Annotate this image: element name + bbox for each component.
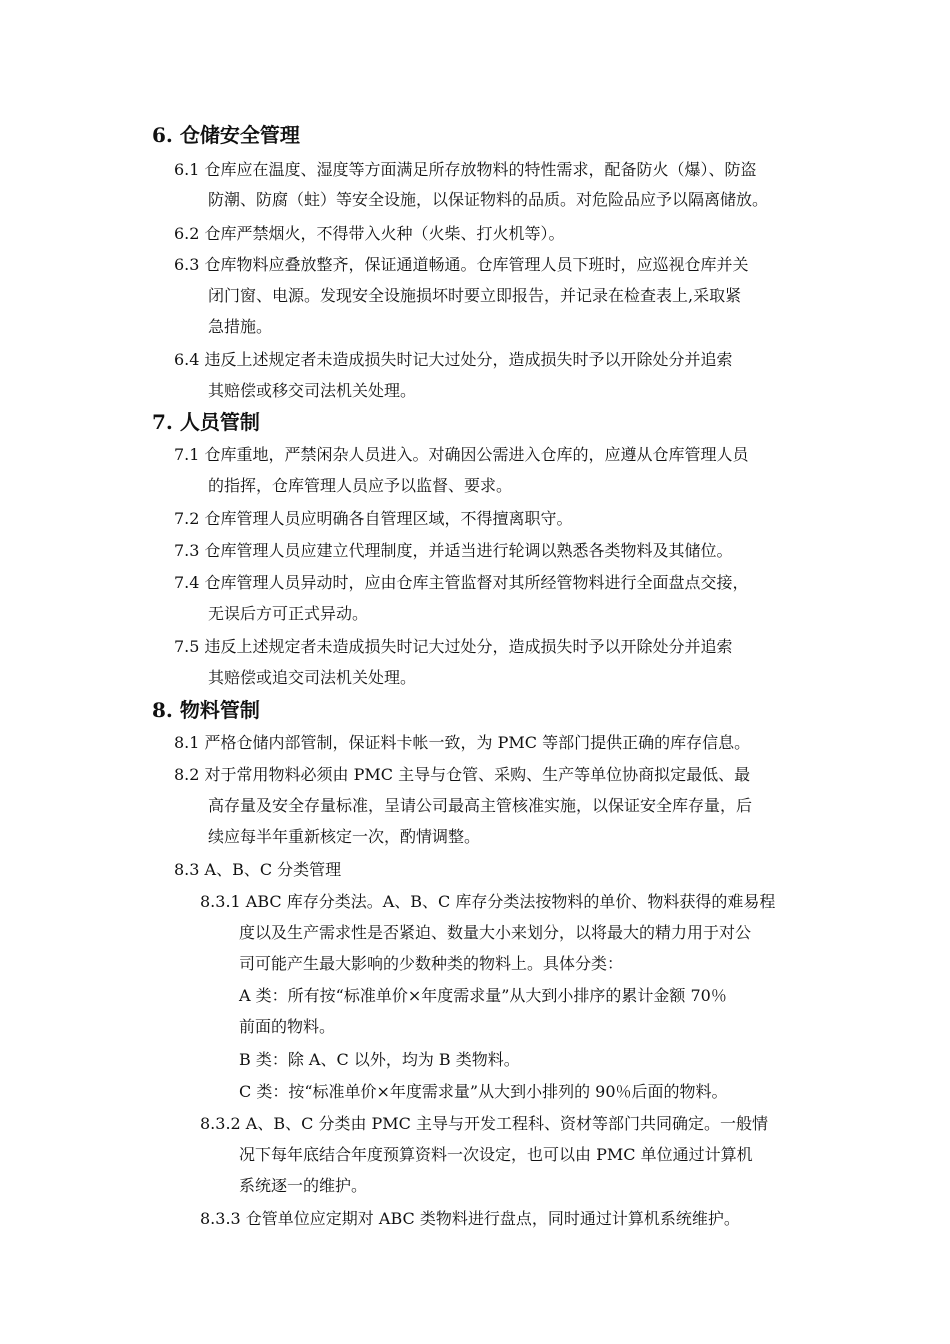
clause-8-3-1-cont: 司可能产生最大影响的少数种类的物料上。具体分类： [239,954,624,973]
category-c: C 类：按“标准单价×年度需求量”从大到小排列的 90％后面的物料。 [239,1082,728,1101]
clause-7-4: 7.4 仓库管理人员异动时，应由仓库主管监督对其所经管物料进行全面盘点交接， [174,573,749,592]
section-7-heading: 7. 人员管制 [152,410,260,434]
clause-7-2: 7.2 仓库管理人员应明确各自管理区域，不得擅离职守。 [174,509,573,528]
section-8-heading: 8. 物料管制 [152,698,260,722]
clause-7-5: 7.5 违反上述规定者未造成损失时记大过处分，造成损失时予以开除处分并追索 [174,637,733,656]
clause-8-3: 8.3 A、B、C 分类管理 [174,860,342,879]
clause-8-2-cont: 高存量及安全存量标准，呈请公司最高主管核准实施，以保证安全库存量，后 [208,796,753,815]
category-b: B 类：除 A、C 以外，均为 B 类物料。 [239,1050,520,1069]
clause-6-3-cont: 急措施。 [208,317,273,336]
clause-8-3-1: 8.3.1 ABC 库存分类法。A、B、C 库存分类法按物料的单价、物料获得的难易程 [200,892,776,911]
clause-8-1: 8.1 严格仓储内部管制，保证料卡帐一致，为 PMC 等部门提供正确的库存信息。 [174,733,751,752]
clause-7-1-cont: 的指挥，仓库管理人员应予以监督、要求。 [208,476,513,495]
clause-6-3-cont: 闭门窗、电源。发现安全设施损坏时要立即报告，并记录在检查表上,采取紧 [208,286,742,305]
clause-8-3-1-cont: 度以及生产需求性是否紧迫、数量大小来划分，以将最大的精力用于对公 [239,923,752,942]
clause-6-2: 6.2 仓库严禁烟火，不得带入火种（火柴、打火机等）。 [174,224,565,243]
clause-8-3-2-cont: 系统逐一的维护。 [239,1176,368,1195]
clause-8-2-cont: 续应每半年重新核定一次，酌情调整。 [208,827,481,846]
clause-6-4-cont: 其赔偿或移交司法机关处理。 [208,381,417,400]
clause-7-3: 7.3 仓库管理人员应建立代理制度，并适当进行轮调以熟悉各类物料及其储位。 [174,541,733,560]
category-a-cont: 前面的物料。 [239,1017,336,1036]
clause-7-1: 7.1 仓库重地，严禁闲杂人员进入。对确因公需进入仓库的，应遵从仓库管理人员 [174,445,749,464]
clause-8-3-2: 8.3.2 A、B、C 分类由 PMC 主导与开发工程科、资材等部门共同确定。一般情 [200,1114,769,1133]
clause-7-5-cont: 其赔偿或追交司法机关处理。 [208,668,417,687]
section-6-heading: 6. 仓储安全管理 [152,123,300,147]
clause-6-4: 6.4 违反上述规定者未造成损失时记大过处分，造成损失时予以开除处分并追索 [174,350,733,369]
clause-6-1: 6.1 仓库应在温度、湿度等方面满足所存放物料的特性需求，配备防火（爆）、防盗 [174,160,757,179]
clause-6-3: 6.3 仓库物料应叠放整齐，保证通道畅通。仓库管理人员下班时，应巡视仓库并关 [174,255,749,274]
category-a: A 类：所有按“标准单价×年度需求量”从大到小排序的累计金额 70％ [239,986,727,1005]
clause-8-3-3: 8.3.3 仓管单位应定期对 ABC 类物料进行盘点，同时通过计算机系统维护。 [200,1209,740,1228]
clause-8-3-2-cont: 况下每年底结合年度预算资料一次设定，也可以由 PMC 单位通过计算机 [239,1145,753,1164]
clause-6-1-cont: 防潮、防腐（蛀）等安全设施，以保证物料的品质。对危险品应予以隔离储放。 [208,190,769,209]
clause-7-4-cont: 无误后方可正式异动。 [208,604,369,623]
clause-8-2: 8.2 对于常用物料必须由 PMC 主导与仓管、采购、生产等单位协商拟定最低、最 [174,765,751,784]
